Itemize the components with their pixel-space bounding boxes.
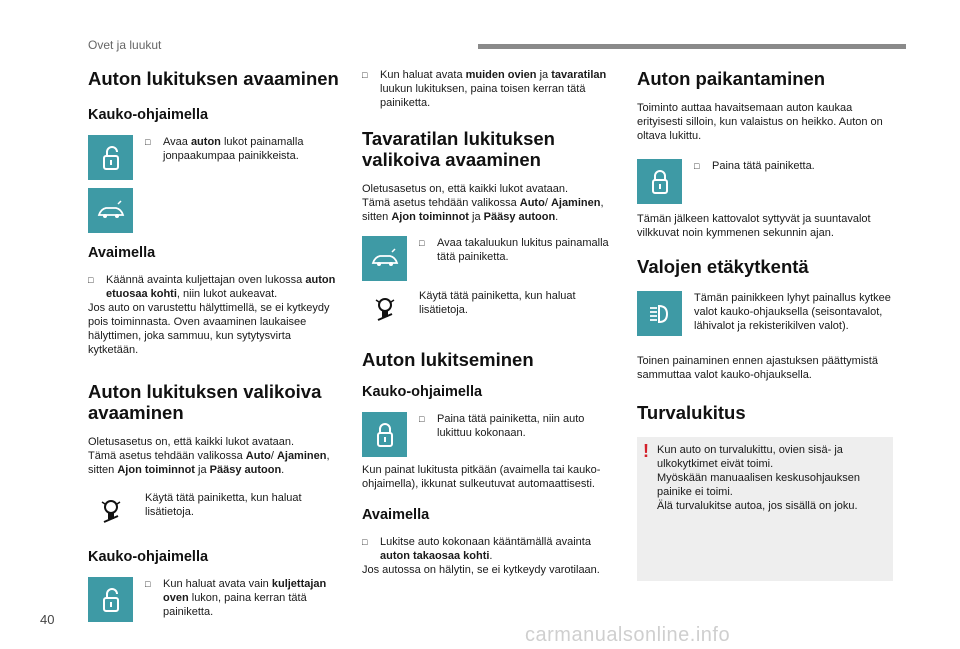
- unlock-remote-row: [88, 135, 340, 180]
- driver-door-row: [88, 577, 340, 622]
- trunk-row: [362, 236, 616, 281]
- lights-note: Toinen painaminen ennen ajastuksen päättymistä sammuttaa valot kauko-ohjauksella.: [637, 355, 878, 381]
- heading-safety-lock: Turvalukitus: [637, 402, 746, 423]
- heading-unlock: Auton lukituksen avaaminen: [88, 68, 339, 89]
- car-key-icon: [362, 236, 407, 281]
- heading-lock: Auton lukitseminen: [362, 349, 534, 370]
- alarm-note: Jos auto on varustettu hälyttimellä, se ei kytkeydy pois toiminnasta. Oven avaaminen laukaisee hälyttimen, joka sammuu, kun sytytysvirta kytketään.: [88, 302, 330, 356]
- heading-selective-unlock: Auton lukituksen valikoiva avaaminen: [88, 381, 322, 423]
- alarm-note-2: Jos autossa on hälytin, se ei kytkeydy varotilaan.: [362, 564, 600, 576]
- subheading-key: Avaimella: [88, 245, 156, 261]
- column-2: [362, 62, 616, 577]
- selective-menu-path: Tämä asetus tehdään valikossa Auto/ Ajaminen, sitten Ajon toiminnot ja Pääsy autoon.: [88, 450, 330, 476]
- page-number: 40: [40, 612, 55, 627]
- column-3: [637, 62, 893, 581]
- locate-text: Toiminto auttaa havaitsemaan auton kaukaa erityisesti silloin, kun valaistus on heikko. Auton on oltava lukittu.: [637, 102, 883, 142]
- safety-warning-box: [637, 437, 893, 581]
- trunk-menu-path: Tämä asetus tehdään valikossa Auto/ Ajaminen, sitten Ajon toiminnot ja Pääsy autoon.: [362, 197, 604, 223]
- key-unlock-text: □ Käännä avainta kuljettajan oven lukossa auton etuosaa kohti, niin lukot aukeavat.: [88, 274, 336, 300]
- key-lock-text: □ Lukitse auto kokonaan kääntämällä avainta auton takaosaa kohti.: [362, 536, 591, 562]
- unlock-icon: [88, 135, 133, 180]
- lights-text: Tämän painikkeen lyhyt painallus kytkee valot kauko-ohjauksella (seisontavalot, lähivalot ja rekisterikilven valot).: [694, 292, 891, 332]
- warning-line-3: Älä turvalukitse autoa, jos sisällä on joku.: [657, 500, 858, 512]
- locate-row: [637, 159, 893, 204]
- info-row: [88, 491, 340, 531]
- lock-icon: [637, 159, 682, 204]
- subheading-remote-3: Kauko-ohjaimella: [362, 384, 483, 400]
- lock-text: □ Paina tätä painiketta, niin auto lukittuu kokonaan.: [419, 413, 585, 439]
- lock-icon: [362, 412, 407, 457]
- subheading-remote-2: Kauko-ohjaimella: [88, 549, 209, 565]
- selective-default: Oletusasetus on, että kaikki lukot avataan.: [88, 436, 295, 448]
- unlock-remote-text: □ Avaa auton lukot painamalla jonpaakumpaa painikkeista.: [145, 136, 304, 162]
- trunk-default: Oletusasetus on, että kaikki lukot avataan.: [362, 183, 569, 195]
- trunk-text: □ Avaa takaluukun lukitus painamalla tätä painiketta.: [419, 237, 609, 263]
- section-header: Ovet ja luukut: [88, 38, 162, 52]
- heading-trunk-unlock: Tavaratilan lukituksen valikoiva avaaminen: [362, 128, 555, 170]
- heading-remote-lights: Valojen etäkytkentä: [637, 256, 809, 277]
- column-1: [88, 62, 340, 622]
- info-text-2: Käytä tätä painiketta, kun haluat lisätietoja.: [419, 290, 576, 316]
- other-doors-text: □ Kun haluat avata muiden ovien ja tavaratilan luukun lukituksen, paina toisen kerran tätä painiketta.: [362, 69, 607, 109]
- driver-door-text: □ Kun haluat avata vain kuljettajan oven lukon, paina kerran tätä painiketta.: [145, 578, 327, 618]
- lights-row: [637, 291, 893, 336]
- locate-after-text: Tämän jälkeen kattovalot syttyvät ja suuntavalot vilkkuvat noin kymmenen sekunnin ajan.: [637, 213, 871, 239]
- info-text: Käytä tätä painiketta, kun haluat lisätietoja.: [145, 492, 302, 518]
- lock-long-press-note: Kun painat lukitusta pitkään (avaimella tai kauko-ohjaimella), ikkunat sulkeutuvat automaattisesti.: [362, 464, 601, 490]
- warning-line-2: Myöskään manuaalisen keskusohjauksen painike ei toimi.: [657, 472, 861, 498]
- warning-icon: !: [643, 441, 649, 461]
- car-key-icon: [88, 188, 133, 233]
- headlight-icon: [637, 291, 682, 336]
- lock-row: [362, 412, 616, 457]
- header-bar: [478, 44, 906, 49]
- locate-press-text: □ Paina tätä painiketta.: [694, 160, 815, 172]
- info-row-2: [362, 289, 616, 329]
- unlock-icon: [88, 577, 133, 622]
- watermark: carmanualsonline.info: [525, 624, 731, 646]
- info-bulb-icon: [88, 491, 133, 531]
- info-bulb-icon: [362, 289, 407, 329]
- heading-locate: Auton paikantaminen: [637, 68, 826, 89]
- subheading-remote: Kauko-ohjaimella: [88, 107, 209, 123]
- warning-line-1: Kun auto on turvalukittu, ovien sisä- ja ulkokytkimet eivät toimi.: [657, 444, 843, 470]
- subheading-key-2: Avaimella: [362, 507, 430, 523]
